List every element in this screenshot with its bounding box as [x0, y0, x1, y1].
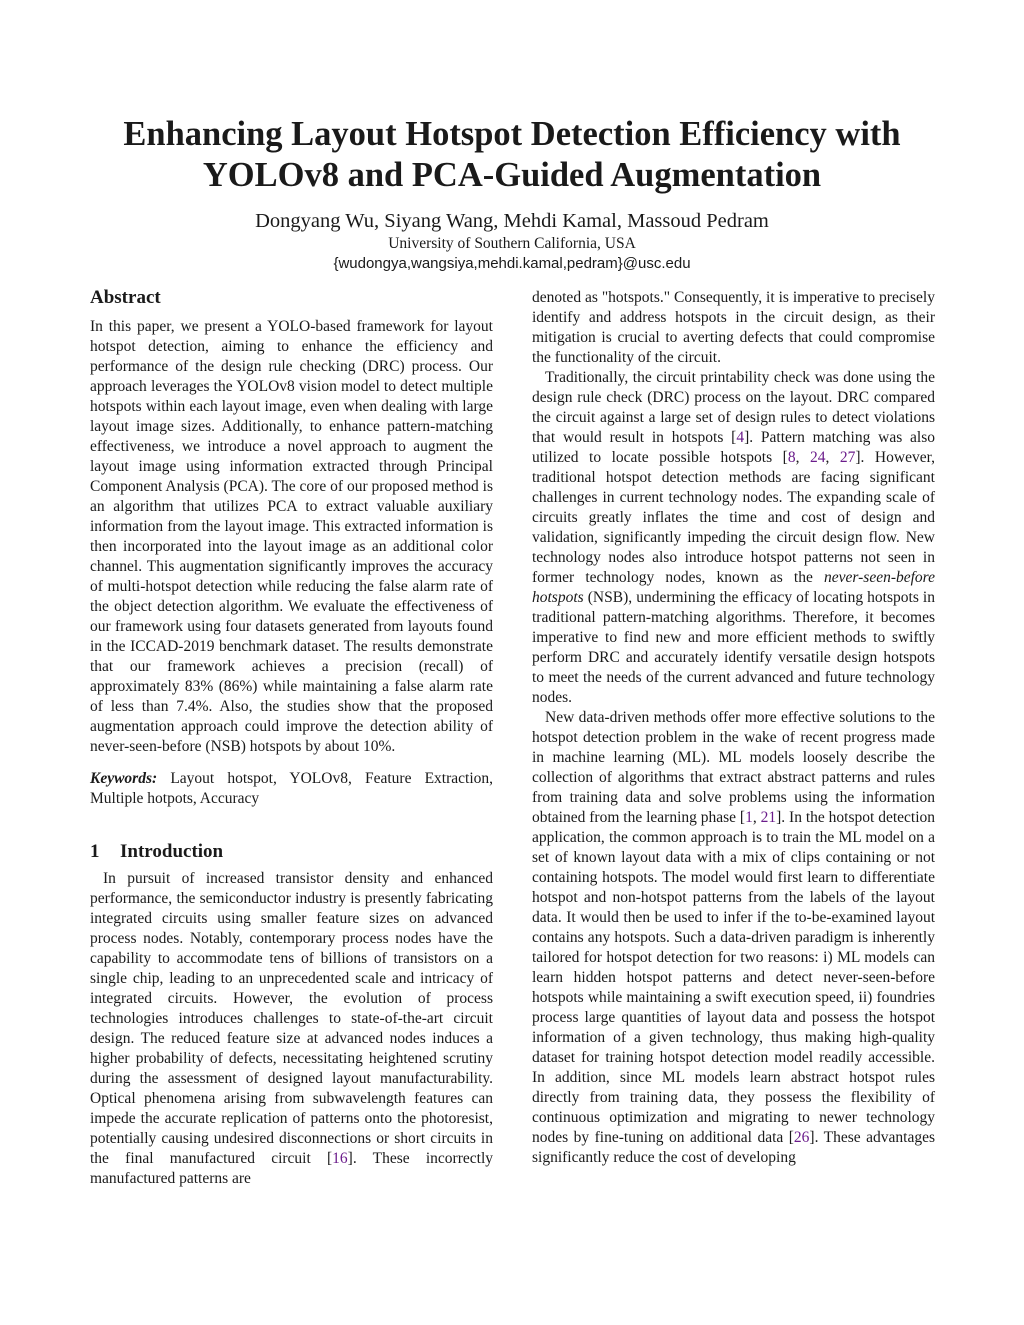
text-run: , — [795, 449, 810, 466]
intro-paragraph-1 — [90, 869, 493, 1189]
text-run: Traditionally, the circuit printability check was done using the design rule check (DRC) process on the layout. DRC compared the circuit against a large set of design rules to detect violations that would result in hotspots [ — [532, 369, 935, 446]
paper-title — [40, 114, 984, 196]
title-line-1: Enhancing Layout Hotspot Detection Efficiency with — [123, 115, 901, 153]
citation-link[interactable]: 27 — [839, 449, 856, 466]
right-column — [532, 288, 935, 1168]
citation-link[interactable]: 24 — [809, 449, 826, 466]
section-number: 1 — [90, 841, 100, 862]
author-list: Dongyang Wu, Siyang Wang, Mehdi Kamal, Massoud Pedram — [255, 210, 769, 232]
citation-link[interactable]: 8 — [787, 449, 796, 466]
affiliation: University of Southern California, USA — [388, 235, 636, 252]
text-run: ]. Pattern matching was also utilized to locate possible hotspots [ — [532, 429, 935, 466]
text-run: , — [752, 809, 761, 826]
citation-link[interactable]: 1 — [745, 809, 753, 826]
section-heading-introduction — [90, 842, 493, 862]
section-title: Introduction — [120, 841, 224, 862]
intro-paragraph-2 — [532, 368, 935, 708]
text-run: (NSB), undermining the efficacy of locating hotspots in traditional pattern-matching algorithms. Therefore, it becomes imperative to find new and more efficient methods to swiftly perform DRC and accurately identify versatile design hotspots to meet the needs of the current advanced and future technology nodes. — [532, 589, 935, 706]
intro-paragraph-3 — [532, 708, 935, 1168]
keywords-label: Keywords: — [90, 770, 158, 787]
citation-link[interactable]: 26 — [793, 1129, 810, 1146]
keywords-text: Layout hotspot, YOLOv8, Feature Extraction, Multiple hotpots, Accuracy — [90, 770, 494, 807]
text-run: ]. These incorrectly manufactured patterns are — [90, 1150, 494, 1187]
intro-paragraph-1-continued: denoted as "hotspots." Consequently, it is imperative to precisely identify and address hotspots in the circuit design, as their mitigation is crucial to averting defects that could compromise the functionality of the circuit. — [532, 289, 935, 366]
text-run: ]. In the hotspot detection application, the common approach is to train the ML model on a set of known layout data with a mix of clips containing or not containing hotspots. The model would first learn to differentiate hotspot and non-hotspot patterns from the labels of the layout data. It would then be used to infer if the to-be-examined layout contains any hotspots. Such a data-driven paradigm is inherently tailored for hotspot detection for two reasons: i) ML models can learn hidden hotspot patterns and detect never-seen-before hotspots while maintaining a swift execution speed, ii) foundries process large quantities of layout data and possess the hotspot information of a given technology, thus making high-quality dataset for training hotspot detection model readily accessible. In addition, since ML models learn abstract hotspot rules directly from training data, they possess the flexibility of continuous optimization and migrating to newer technology nodes by fine-tuning on additional data [ — [532, 809, 935, 1146]
text-run: ]. These advantages significantly reduce the cost of developing — [532, 1129, 935, 1166]
text-run: In pursuit of increased transistor density and enhanced performance, the semiconductor industry is presently fabricating integrated circuits using smaller feature sizes on advanced process nodes. Notably, contemporary process nodes have the capability to accommodate tens of billions of transistors on a single chip, leading to an unprecedented scale and intricacy of integrated circuits. However, the evolution of process technologies introduces challenges to state-of-the-art circuit design. The reduced feature size at advanced nodes induces a higher probability of defects, necessitating heightened scrutiny during the assessment of designed layout manufacturability. Optical phenomena arising from subwavelength features can impede the accurate replication of patterns onto the photoresist, potentially causing undesired disconnections or short circuits in the final manufactured circuit [ — [90, 870, 493, 1167]
emphasis-text: never-seen-before hotspots — [532, 569, 936, 606]
author-emails: {wudongya,wangsiya,mehdi.kamal,pedram}@usc.edu — [333, 255, 691, 272]
citation-link[interactable]: 16 — [332, 1150, 348, 1167]
left-column — [90, 288, 493, 1189]
citation-link[interactable]: 4 — [736, 429, 745, 446]
text-run: ]. However, traditional hotspot detection methods are facing significant challenges in current technology nodes. The expanding scale of circuits greatly inflates the time and cost of design and validation, significantly impeding the circuit design flow. New technology nodes also introduce hotspot patterns not seen in former technology nodes, known as the — [532, 449, 935, 586]
abstract-text: In this paper, we present a YOLO-based framework for layout hotspot detection, aiming to enhance the efficiency and performance of the design rule checking (DRC) process. Our approach leverages the YOLOv8 vision model to detect multiple hotspots within each layout image, even when dealing with large layout image sizes. Additionally, to enhance pattern-matching effectiveness, we introduce a novel approach to augment the layout image using information extracted through Principal Component Analysis (PCA). The core of our proposed method is an algorithm that utilizes PCA to extract valuable auxiliary information from the layout image. This extracted information is then incorporated into the layout image as an additional color channel. This augmentation significantly improves the accuracy of multi-hotspot detection while reducing the false alarm rate of the object detection algorithm. We evaluate the effectiveness of our framework using four datasets generated from layouts found in the ICCAD-2019 benchmark dataset. The results demonstrate that our framework achieves a precision (recall) of approximately 83% (86%) while maintaining a false alarm rate of less than 7.4%. Also, the studies show that the proposed augmentation approach could improve the detection ability of never-seen-before (NSB) hotspots by about 10%. — [90, 318, 493, 755]
citation-link[interactable]: 21 — [760, 809, 777, 826]
abstract-heading: Abstract — [90, 287, 161, 308]
keywords — [90, 769, 493, 809]
text-run: , — [825, 449, 840, 466]
title-line-2: YOLOv8 and PCA-Guided Augmentation — [202, 156, 822, 194]
text-run: New data-driven methods offer more effective solutions to the hotspot detection problem in the wake of recent progress made in machine learning (ML). ML models loosely describe the collection of algorithms that extract abstract patterns and rules from training data and solve problems using the information obtained from the learning phase [ — [532, 709, 935, 826]
